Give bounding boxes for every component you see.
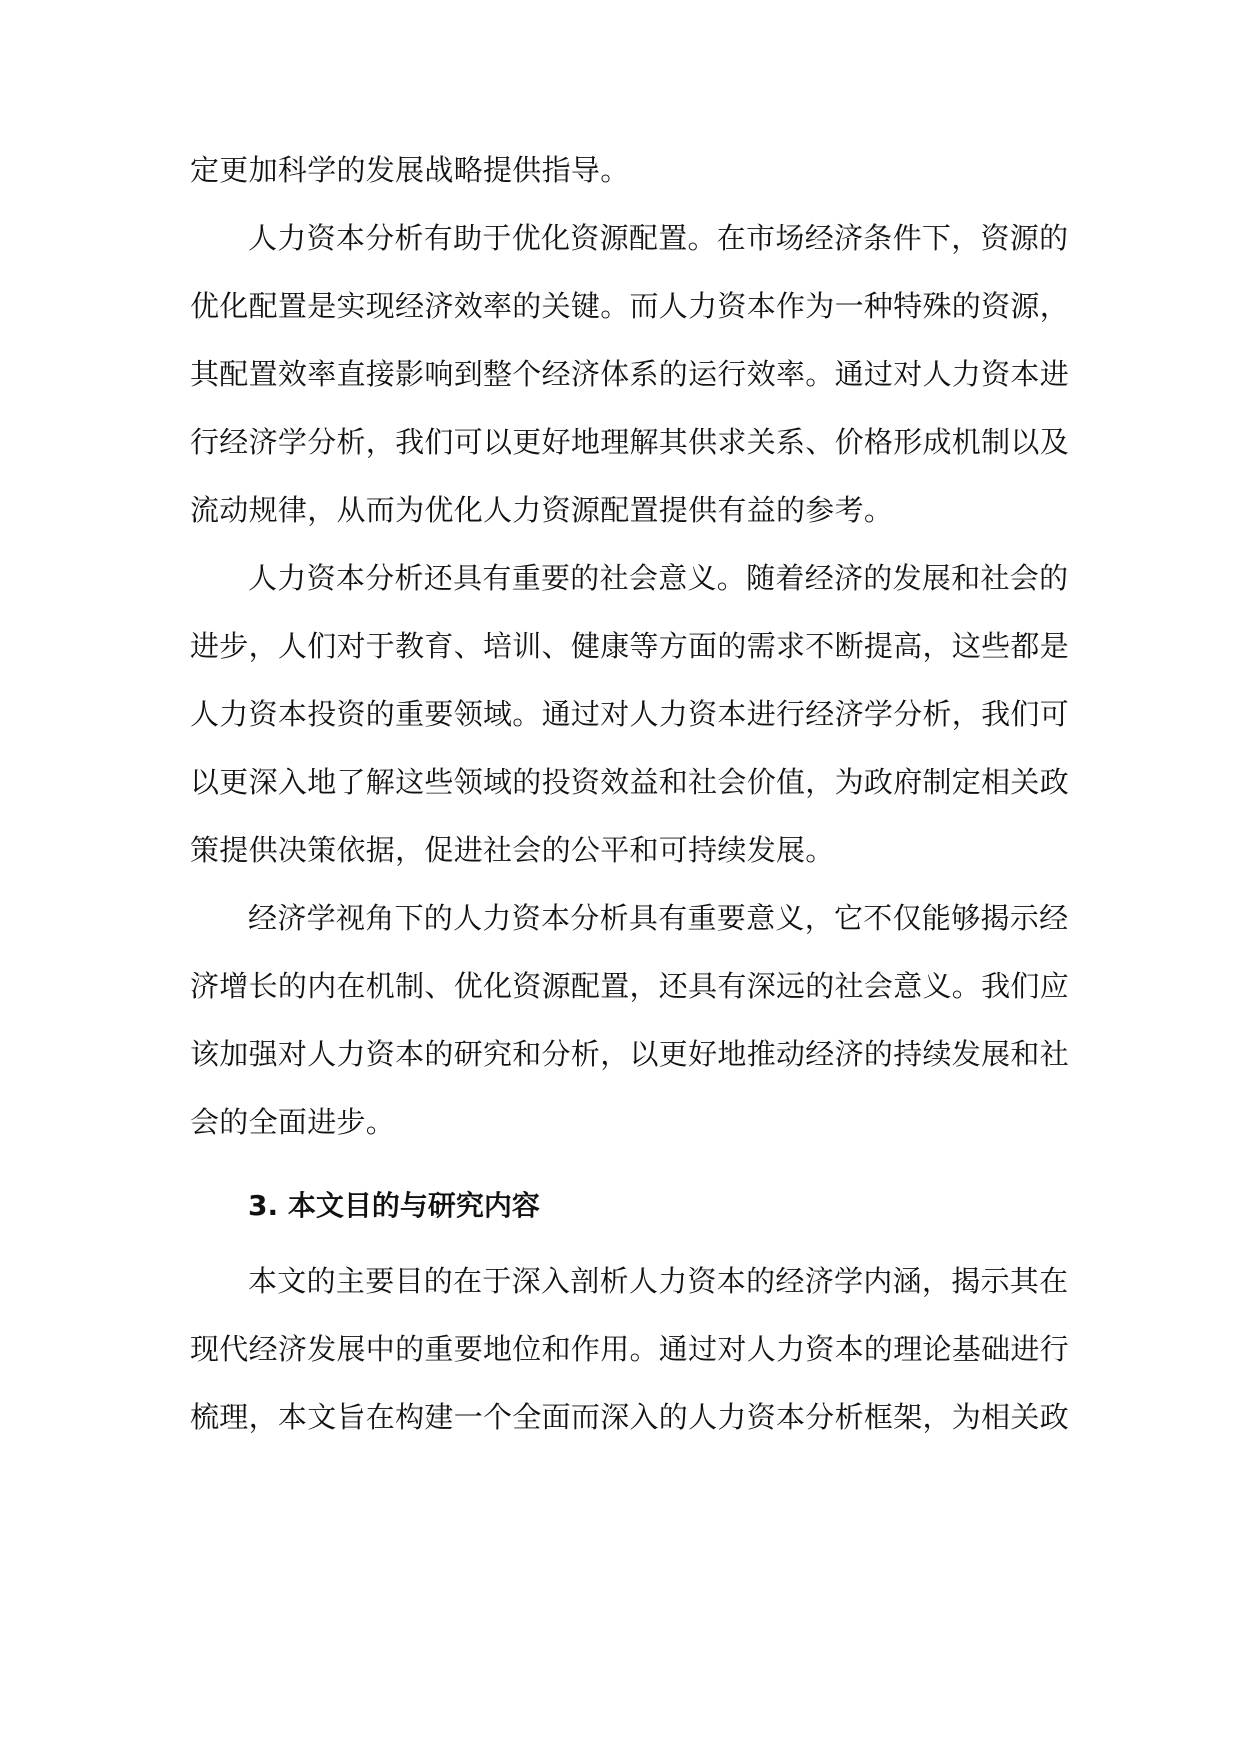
paragraph-line: 梳理，本文旨在构建一个全面而深入的人力资本分析框架，为相关政 — [190, 1400, 1070, 1434]
paragraph-line: 该加强对人力资本的研究和分析，以更好地推动经济的持续发展和社 — [190, 1037, 1070, 1071]
paragraph-line: 流动规律，从而为优化人力资源配置提供有益的参考。 — [190, 493, 894, 527]
paragraph-line: 优化配置是实现经济效率的关键。而人力资本作为一种特殊的资源， — [190, 289, 1070, 323]
paragraph-line: 济增长的内在机制、优化资源配置，还具有深远的社会意义。我们应 — [190, 969, 1070, 1003]
section-heading: 3. 本文目的与研究内容 — [248, 1189, 540, 1222]
paragraph-line: 策提供决策依据，促进社会的公平和可持续发展。 — [190, 833, 835, 867]
paragraph-line: 其配置效率直接影响到整个经济体系的运行效率。通过对人力资本进 — [190, 357, 1070, 391]
paragraph-line: 会的全面进步。 — [190, 1105, 396, 1139]
paragraph-line: 经济学视角下的人力资本分析具有重要意义，它不仅能够揭示经 — [248, 901, 1069, 935]
paragraph-line: 定更加科学的发展战略提供指导。 — [190, 153, 630, 187]
paragraph-line: 人力资本分析有助于优化资源配置。在市场经济条件下，资源的 — [248, 221, 1069, 255]
paragraph-line: 现代经济发展中的重要地位和作用。通过对人力资本的理论基础进行 — [190, 1332, 1070, 1366]
paragraph-line: 本文的主要目的在于深入剖析人力资本的经济学内涵，揭示其在 — [248, 1264, 1069, 1298]
paragraph-line: 人力资本分析还具有重要的社会意义。随着经济的发展和社会的 — [248, 561, 1069, 595]
paragraph-line: 行经济学分析，我们可以更好地理解其供求关系、价格形成机制以及 — [190, 425, 1070, 459]
paragraph-line: 人力资本投资的重要领域。通过对人力资本进行经济学分析，我们可 — [190, 697, 1070, 731]
paragraph-line: 进步，人们对于教育、培训、健康等方面的需求不断提高，这些都是 — [190, 629, 1070, 663]
paragraph-line: 以更深入地了解这些领域的投资效益和社会价值，为政府制定相关政 — [190, 765, 1070, 799]
